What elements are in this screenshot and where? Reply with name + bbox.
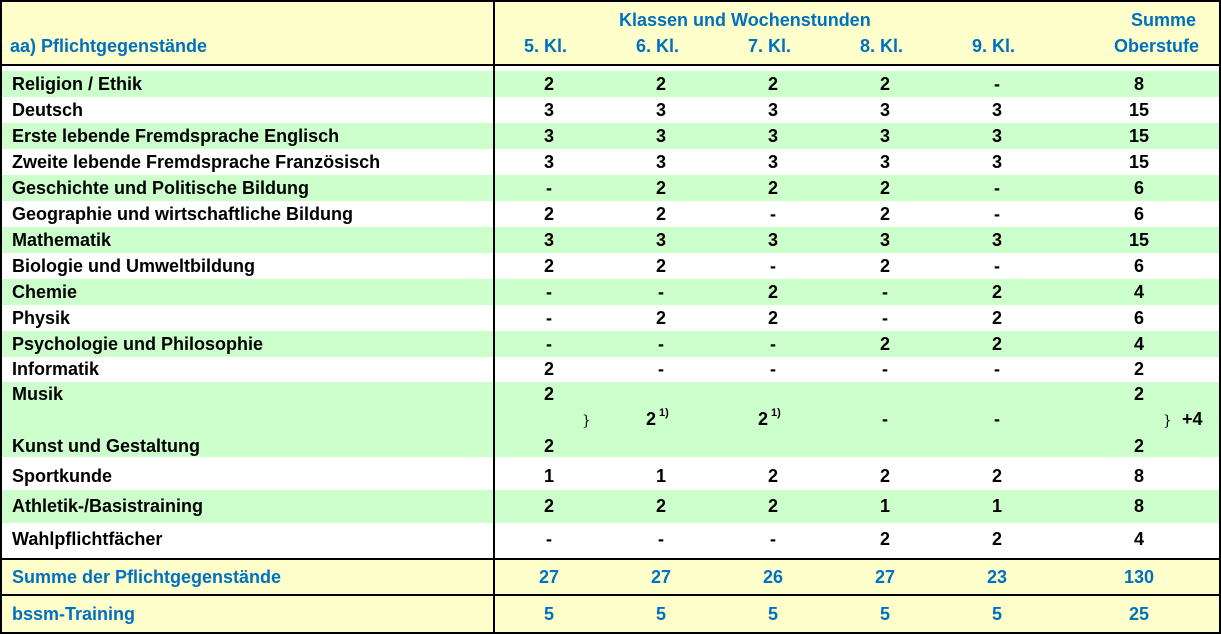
value-cell: 5 [991,604,1002,624]
sum-cell: 2 [1133,436,1144,456]
value-cell: 2 [543,359,554,379]
value-cell: 2 [879,466,890,486]
value-cell: - [770,256,776,276]
value-cell: - [770,529,776,549]
value-cell: 3 [655,100,666,120]
value-cell: - [882,409,888,429]
sum-cell: 15 [1128,126,1150,146]
value-cell: 1 [655,466,666,486]
value-cell: - [882,308,888,328]
sum-header-line1: Summe [1131,10,1197,30]
column-divider [493,2,495,632]
value-cell: 1 [879,496,890,516]
value-cell: - [658,529,664,549]
value-cell: 2 [767,466,778,486]
value-cell: 2 [991,282,1002,302]
value-cell: - [658,359,664,379]
value-cell: 26 [762,567,784,587]
value-cell: 2 [879,256,890,276]
subject-name: Zweite lebende Fremdsprache Französisch [12,152,381,172]
value-cell: 2 [767,308,778,328]
value-cell: 2 [655,204,666,224]
table-row [2,71,1219,97]
value-cell: - [994,74,1000,94]
subject-name: Chemie [12,282,78,302]
table-row [2,279,1219,305]
value-cell: - [770,334,776,354]
value-cell: 2 [767,282,778,302]
value-cell: - [882,359,888,379]
brace-icon: } [582,413,591,429]
value-cell: - [770,359,776,379]
sum-cell: 130 [1123,567,1155,587]
subject-name-musik: Musik [12,384,64,404]
section-label: aa) Pflichtgegenstände [10,36,208,56]
value-cell: 3 [655,152,666,172]
value-cell: 2 [543,384,554,404]
footnote-mark: 1) [659,407,669,419]
value-cell: 3 [655,126,666,146]
value-cell: 3 [879,126,890,146]
value-cell: 2 [991,529,1002,549]
subject-name-kunst: Kunst und Gestaltung [12,436,200,456]
sum-cell: 6 [1133,308,1144,328]
column-header-8: 8. Kl. [860,36,904,56]
value-cell: 3 [543,230,554,250]
value-cell: 2 [543,74,554,94]
column-header-5: 5. Kl. [524,36,568,56]
value-cell: 2 [543,256,554,276]
sum-cell: 6 [1133,204,1144,224]
column-header-6: 6. Kl. [636,36,680,56]
value-cell: 27 [874,567,896,587]
value-cell: 2 [655,308,666,328]
subject-name: Psychologie und Philosophie [12,334,264,354]
sum-extra: +4 [1182,409,1203,429]
value-cell: 3 [879,100,890,120]
value-cell: - [546,529,552,549]
value-cell: 2 [879,204,890,224]
value-cell: 5 [543,604,554,624]
subject-name: Deutsch [12,100,84,120]
value-cell: 2 [991,466,1002,486]
subject-name: Mathematik [12,230,112,250]
column-header-9: 9. Kl. [972,36,1016,56]
value-cell: 3 [991,152,1002,172]
sum-cell: 2 [1133,384,1144,404]
sum-cell: 8 [1133,466,1144,486]
sum-cell: 4 [1133,529,1144,549]
value-cell: 3 [767,100,778,120]
subject-name: Biologie und Umweltbildung [12,256,255,276]
value-cell: 5 [655,604,666,624]
value-cell: - [546,178,552,198]
sum-cell: 4 [1133,282,1144,302]
sum-cell: 15 [1128,100,1150,120]
subject-name: Geschichte und Politische Bildung [12,178,310,198]
value-cell: 3 [991,230,1002,250]
subject-name: Erste lebende Fremdsprache Englisch [12,126,340,146]
value-cell: - [994,409,1000,429]
value-cell: - [770,204,776,224]
value-cell: 3 [543,126,554,146]
value-cell: 3 [543,100,554,120]
sum-cell: 15 [1128,230,1150,250]
sum-cell: 4 [1133,334,1144,354]
group-label: Klassen und Wochenstunden [619,10,871,30]
value-cell: 27 [650,567,672,587]
value-cell: 2 [655,256,666,276]
subject-name: Geographie und wirtschaftliche Bildung [12,204,354,224]
value-cell: - [658,282,664,302]
value-cell: 2 [879,529,890,549]
subject-name: Religion / Ethik [12,74,143,94]
value-cell: 2 [655,178,666,198]
value-cell: 2 [543,496,554,516]
value-cell: 2 [655,74,666,94]
value-cell: 3 [879,230,890,250]
value-cell: - [658,334,664,354]
brace-icon: } [1163,413,1172,429]
subject-name: Physik [12,308,71,328]
value-cell: - [994,178,1000,198]
value-cell: - [546,282,552,302]
value-cell: 2 [991,308,1002,328]
value-cell: 2 $^{1)}$ [758,407,781,429]
subject-name: Athletik-/Basistraining [12,496,204,516]
value-cell: - [882,282,888,302]
value-cell: 3 [655,230,666,250]
sum-cell: 15 [1128,152,1150,172]
value-cell: 3 [991,126,1002,146]
value-cell: 2 [879,178,890,198]
sum-cell: 25 [1128,604,1150,624]
total-label: Summe der Pflichtgegenstände [12,567,282,587]
value-cell: 5 [767,604,778,624]
sum-cell: 2 [1133,359,1144,379]
value-cell: 3 [767,230,778,250]
value-cell: 3 [543,152,554,172]
value-cell: 2 [767,74,778,94]
subject-name: Sportkunde [12,466,113,486]
sum-header-line2: Oberstufe [1114,36,1200,56]
value-cell: - [994,204,1000,224]
value-cell: 3 [991,100,1002,120]
value-cell: 2 [767,178,778,198]
sum-cell: 6 [1133,178,1144,198]
sum-cell: 8 [1133,74,1144,94]
value-cell: - [994,359,1000,379]
value-cell: - [994,256,1000,276]
value-cell: 2 $^{1)}$ [646,407,669,429]
value-cell: 1 [543,466,554,486]
value-cell: 3 [767,126,778,146]
value-cell: 2 [655,496,666,516]
value-cell: 23 [986,567,1008,587]
value-cell: 3 [767,152,778,172]
value-cell: - [546,308,552,328]
subject-name: Informatik [12,359,100,379]
value-cell: 2 [879,74,890,94]
value-cell: 2 [991,334,1002,354]
value-cell: 2 [543,436,554,456]
total-label: bssm-Training [12,604,136,624]
value-cell: 5 [879,604,890,624]
value-cell: 2 [879,334,890,354]
footnote-mark: 1) [771,407,781,419]
table-row [2,227,1219,253]
value-cell: - [546,334,552,354]
subject-name: Wahlpflichtfächer [12,529,163,549]
value-cell: 3 [879,152,890,172]
sum-cell: 6 [1133,256,1144,276]
value-cell: 2 [543,204,554,224]
value-cell: 27 [538,567,560,587]
column-header-7: 7. Kl. [748,36,792,56]
value-cell: 2 [767,496,778,516]
total-row [2,596,1219,632]
sum-cell: 8 [1133,496,1144,516]
value-cell: 1 [991,496,1002,516]
